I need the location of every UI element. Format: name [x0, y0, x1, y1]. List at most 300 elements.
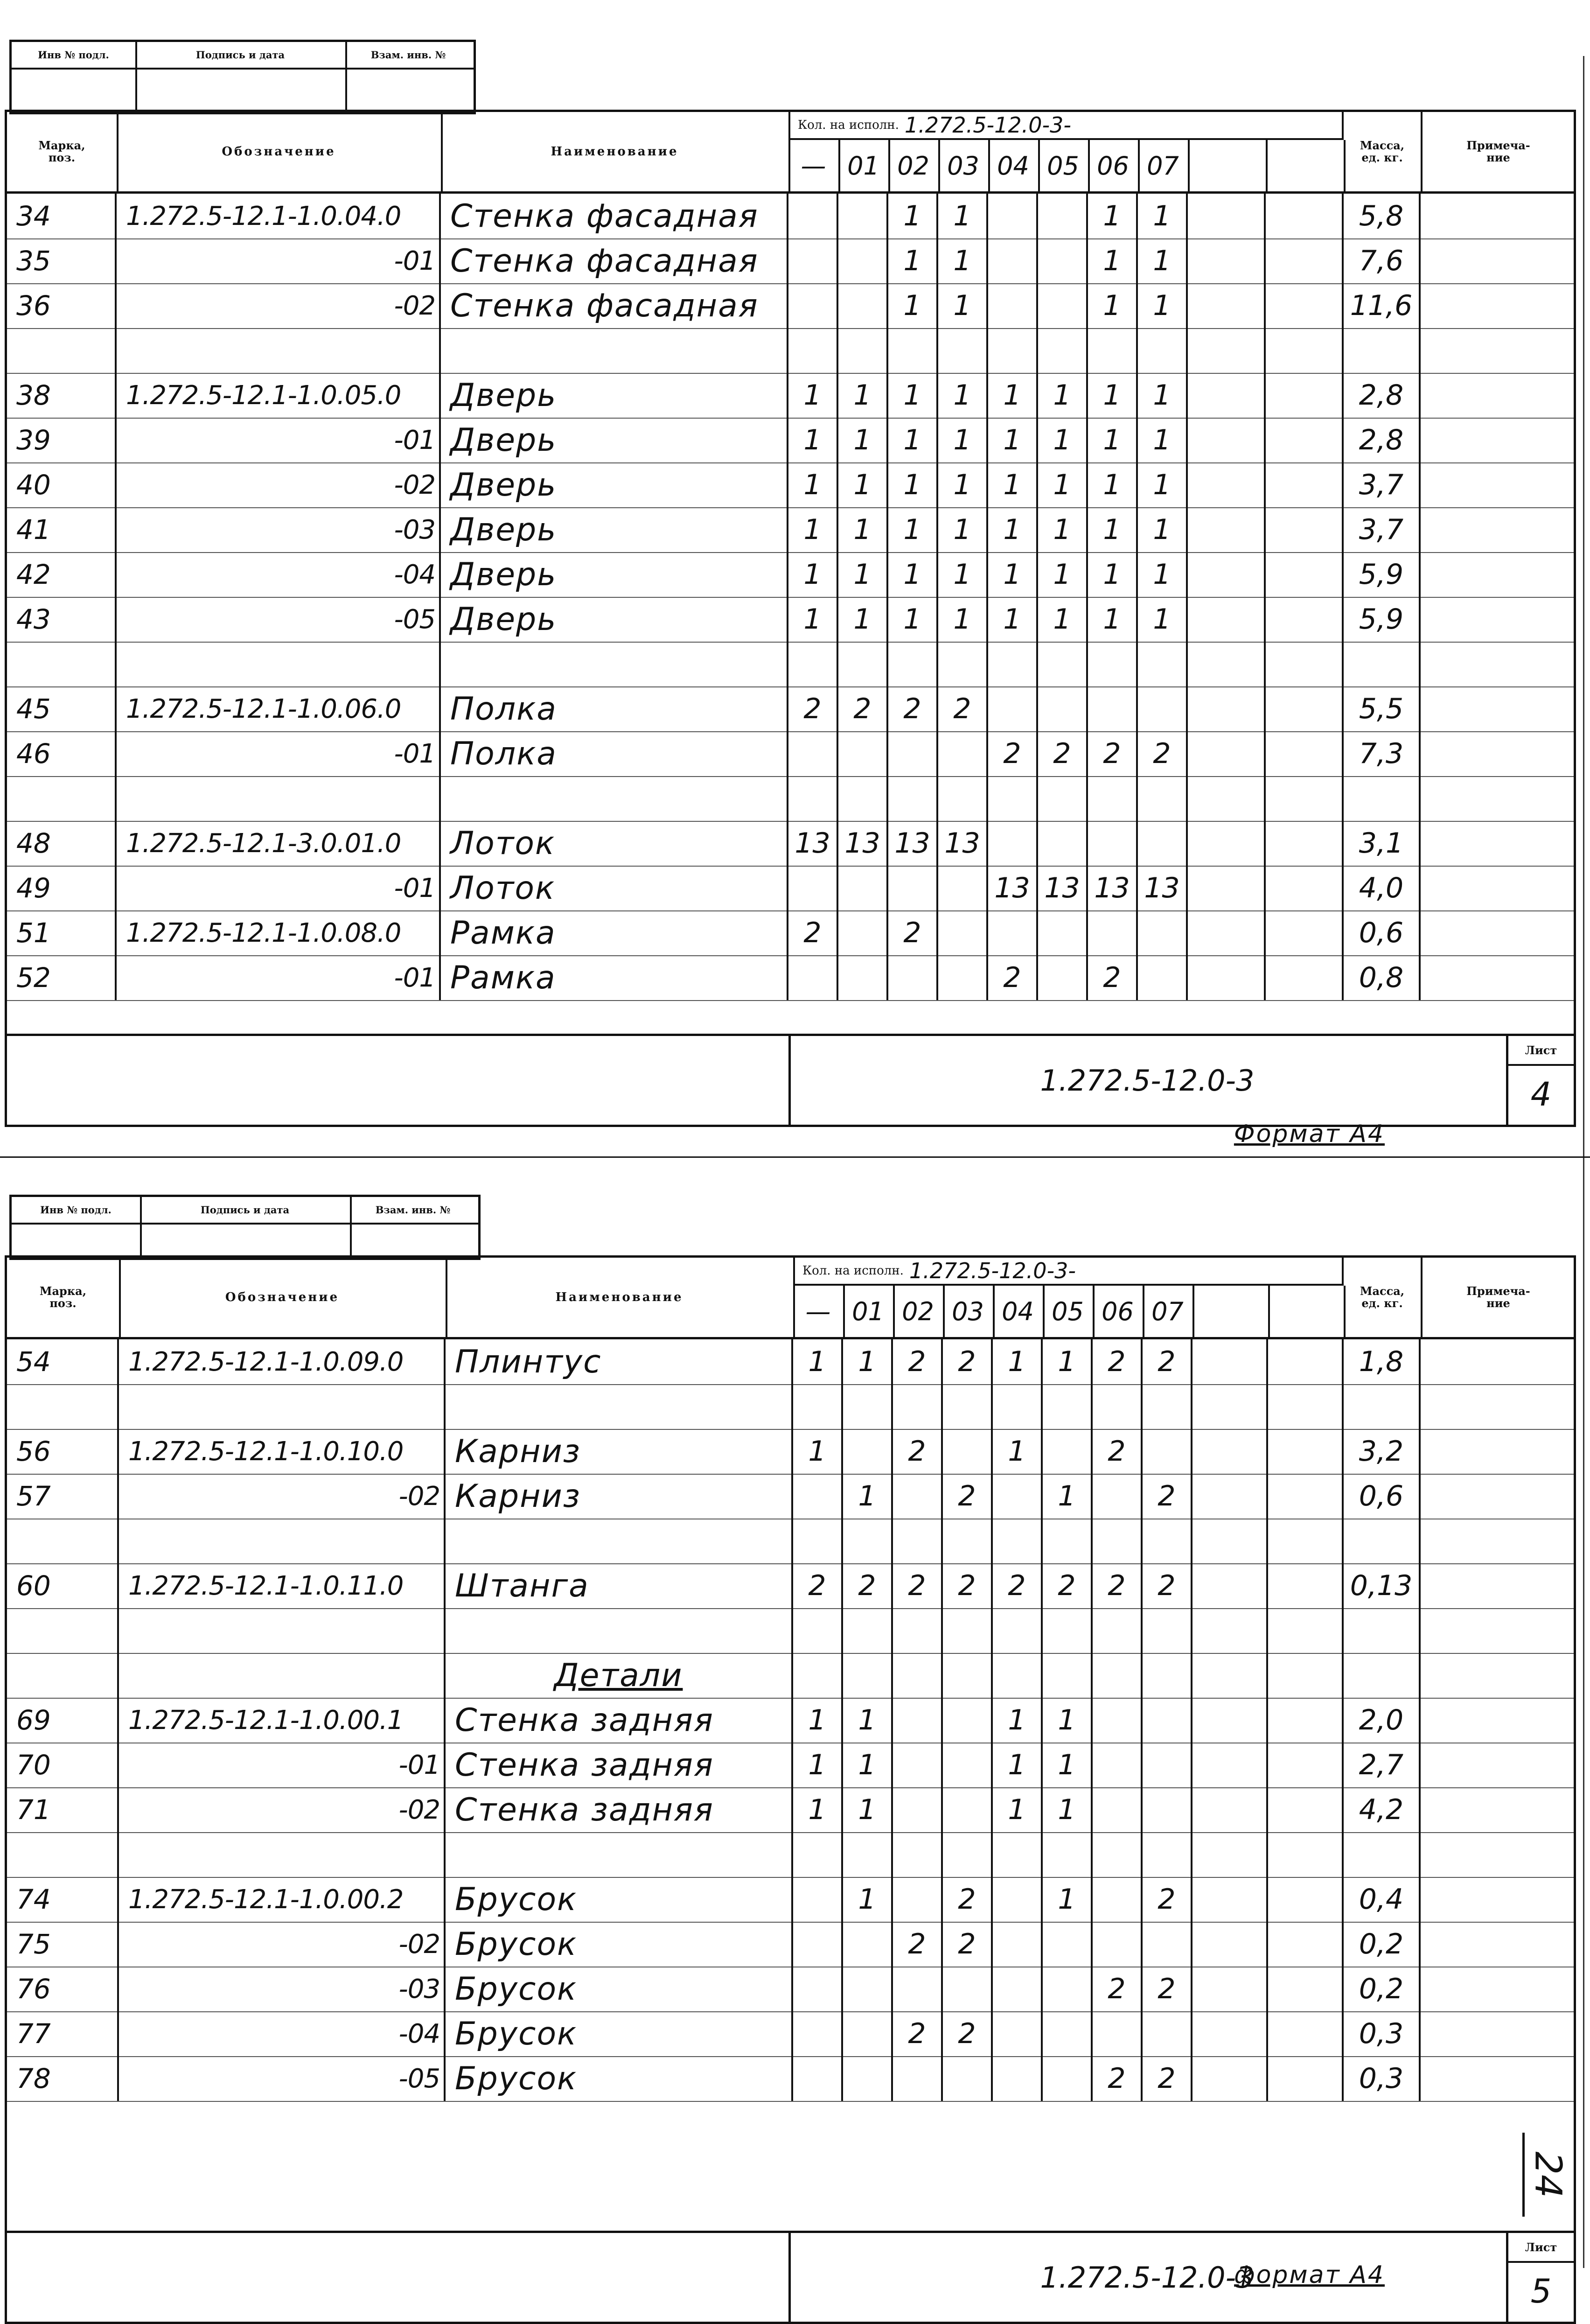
row-qty-06: 2	[1088, 955, 1138, 1000]
row-designation: -05	[119, 2056, 446, 2101]
row-note	[1421, 910, 1576, 955]
row-qty-empty	[1192, 1519, 1268, 1563]
row-qty-02	[888, 955, 938, 1000]
row-designation: -02	[117, 283, 441, 328]
format-label: Формат А4	[1234, 1120, 1385, 1148]
col-designation-header: Обозначение	[119, 1258, 447, 1337]
table-row	[7, 373, 1574, 419]
row-qty-05: 1	[1038, 373, 1088, 418]
table-row	[7, 1474, 1574, 1519]
row-qty-empty	[1188, 910, 1266, 955]
row-mass: 3,7	[1344, 507, 1421, 552]
row-qty-empty	[1268, 1339, 1344, 1384]
row-note	[1421, 552, 1576, 597]
row-note	[1421, 1429, 1576, 1474]
row-mass: 0,2	[1344, 1922, 1421, 1967]
row-note	[1421, 2056, 1576, 2101]
row-name: Карниз	[446, 1429, 793, 1474]
row-qty-05	[1043, 1384, 1093, 1429]
row-mass: 5,8	[1344, 194, 1421, 238]
row-position	[7, 1384, 119, 1429]
table-row	[7, 1922, 1574, 1967]
table-row	[7, 1743, 1574, 1788]
row-qty-03	[943, 1519, 993, 1563]
table-header	[7, 112, 1574, 194]
row-designation: -03	[119, 1967, 446, 2011]
row-qty-empty	[1188, 373, 1266, 418]
row-qty-06: 1	[1088, 507, 1138, 552]
row-qty-07: 1	[1138, 194, 1188, 238]
row-note	[1421, 283, 1576, 328]
version-header-6: 06	[1088, 140, 1140, 191]
row-position: 77	[7, 2011, 119, 2056]
row-name	[441, 642, 788, 686]
row-position	[7, 776, 117, 821]
row-note	[1421, 1877, 1576, 1922]
row-qty-07	[1143, 1429, 1192, 1474]
row-qty-—: 1	[793, 1698, 843, 1743]
version-header-3: 03	[943, 1286, 995, 1337]
row-qty-empty	[1188, 418, 1266, 462]
row-qty-03: 1	[938, 283, 988, 328]
row-mass: 5,9	[1344, 552, 1421, 597]
row-qty-07: 1	[1138, 283, 1188, 328]
row-qty-06: 2	[1088, 731, 1138, 776]
row-qty-04	[993, 2011, 1043, 2056]
row-qty-04	[993, 2056, 1043, 2101]
row-qty-05	[1038, 238, 1088, 283]
row-name	[446, 1608, 793, 1653]
row-note	[1421, 1787, 1576, 1832]
row-qty-empty	[1188, 776, 1266, 821]
table-row	[7, 1698, 1574, 1743]
row-qty-empty	[1266, 238, 1344, 283]
row-qty-empty	[1192, 1877, 1268, 1922]
row-qty-empty	[1188, 642, 1266, 686]
row-note	[1421, 821, 1576, 866]
row-qty-07: 1	[1138, 462, 1188, 507]
row-qty-empty	[1192, 1743, 1268, 1787]
row-name: Дверь	[441, 462, 788, 507]
row-qty-04	[993, 1474, 1043, 1519]
row-qty-06: 1	[1088, 462, 1138, 507]
row-name	[446, 1519, 793, 1563]
row-qty-03	[938, 328, 988, 373]
row-qty-empty	[1268, 1698, 1344, 1743]
row-qty-07: 2	[1143, 1967, 1192, 2011]
row-qty-06: 2	[1093, 2056, 1143, 2101]
row-qty-02: 2	[893, 1339, 943, 1384]
row-qty-02	[893, 1743, 943, 1787]
row-qty-01: 1	[838, 552, 888, 597]
row-qty-06: 1	[1088, 418, 1138, 462]
spec-table	[5, 110, 1576, 1127]
table-row	[7, 1832, 1574, 1878]
row-qty-03: 1	[938, 373, 988, 418]
row-qty-04: 13	[988, 866, 1038, 910]
row-qty-05	[1043, 1653, 1093, 1698]
row-qty-03: 2	[938, 686, 988, 731]
row-name: Карниз	[446, 1474, 793, 1519]
row-qty-03: 1	[938, 194, 988, 238]
row-designation: -02	[117, 462, 441, 507]
row-qty-06: 1	[1088, 194, 1138, 238]
row-qty-02	[893, 1384, 943, 1429]
row-qty-—	[793, 1967, 843, 2011]
row-qty-—: 1	[788, 462, 838, 507]
row-name: Рамка	[441, 955, 788, 1000]
row-qty-04: 1	[988, 597, 1038, 642]
row-mass	[1344, 1608, 1421, 1653]
row-qty-05	[1043, 2056, 1093, 2101]
row-note	[1421, 1743, 1576, 1787]
row-qty-07	[1143, 1608, 1192, 1653]
row-qty-01	[843, 1519, 893, 1563]
col-name-header: Наименование	[441, 112, 790, 191]
row-qty-06	[1093, 1519, 1143, 1563]
table-row	[7, 194, 1574, 239]
row-position: 41	[7, 507, 117, 552]
table-row	[7, 1787, 1574, 1833]
row-qty-empty	[1192, 1967, 1268, 2011]
version-header-2: 02	[888, 140, 940, 191]
row-qty-05: 1	[1038, 418, 1088, 462]
row-qty-empty	[1268, 1787, 1344, 1832]
row-qty-01	[843, 1967, 893, 2011]
stamp-inv-no: Инв № подл.	[12, 42, 137, 68]
row-qty-empty	[1188, 328, 1266, 373]
row-qty-02: 2	[893, 2011, 943, 2056]
row-mass: 1,8	[1344, 1339, 1421, 1384]
row-qty-01	[843, 2011, 893, 2056]
row-qty-07: 2	[1143, 2056, 1192, 2101]
row-qty-02: 1	[888, 373, 938, 418]
row-position: 46	[7, 731, 117, 776]
row-qty-02	[893, 1832, 943, 1877]
row-qty-—	[788, 776, 838, 821]
row-designation: 1.272.5-12.1-1.0.08.0	[117, 910, 441, 955]
row-mass	[1344, 1832, 1421, 1877]
row-designation: -01	[117, 955, 441, 1000]
row-qty-empty	[1192, 1608, 1268, 1653]
row-qty-02: 2	[893, 1563, 943, 1608]
row-qty-05: 1	[1038, 462, 1088, 507]
row-qty-05	[1043, 1519, 1093, 1563]
row-qty-07	[1138, 955, 1188, 1000]
row-qty-empty	[1192, 1429, 1268, 1474]
row-qty-07	[1143, 1698, 1192, 1743]
row-position: 54	[7, 1339, 119, 1384]
row-note	[1421, 642, 1576, 686]
row-qty-01	[843, 1384, 893, 1429]
row-qty-04: 1	[993, 1429, 1043, 1474]
row-qty-06	[1093, 1922, 1143, 1967]
kol-title	[788, 112, 1344, 140]
row-qty-02: 2	[888, 910, 938, 955]
row-qty-03	[943, 2056, 993, 2101]
row-mass: 0,6	[1344, 910, 1421, 955]
row-qty-02: 1	[888, 507, 938, 552]
row-mass	[1344, 1653, 1421, 1698]
row-position: 49	[7, 866, 117, 910]
row-qty-—: 1	[788, 597, 838, 642]
row-qty-07	[1138, 328, 1188, 373]
row-qty-04	[993, 1922, 1043, 1967]
row-qty-05: 13	[1038, 866, 1088, 910]
row-qty-—: 13	[788, 821, 838, 866]
row-qty-03	[943, 1698, 993, 1743]
row-qty-03	[943, 1608, 993, 1653]
row-qty-02: 2	[893, 1922, 943, 1967]
row-position: 57	[7, 1474, 119, 1519]
row-position	[7, 1832, 119, 1877]
version-header-4: 04	[988, 140, 1040, 191]
row-name: Дверь	[441, 507, 788, 552]
row-qty-04: 2	[993, 1563, 1043, 1608]
row-qty-01: 1	[843, 1743, 893, 1787]
row-qty-03: 2	[943, 2011, 993, 2056]
row-name: Брусок	[446, 2056, 793, 2101]
row-mass	[1344, 328, 1421, 373]
row-qty-—: 1	[788, 552, 838, 597]
row-name: Стенка задняя	[446, 1743, 793, 1787]
document-code: 1.272.5-12.0-3	[1040, 2260, 1255, 2295]
row-qty-04	[988, 194, 1038, 238]
table-row	[7, 955, 1574, 1001]
row-designation: 1.272.5-12.1-1.0.00.1	[119, 1698, 446, 1743]
row-designation: -01	[117, 238, 441, 283]
row-designation: -02	[119, 1922, 446, 1967]
row-designation: -04	[117, 552, 441, 597]
table-row	[7, 910, 1574, 956]
row-qty-07: 1	[1138, 552, 1188, 597]
row-qty-empty	[1188, 866, 1266, 910]
row-qty-01: 1	[843, 1877, 893, 1922]
row-note	[1421, 776, 1576, 821]
row-note	[1421, 1967, 1576, 2011]
row-qty-empty	[1266, 597, 1344, 642]
row-qty-05	[1043, 2011, 1093, 2056]
row-qty-empty	[1266, 462, 1344, 507]
table-row	[7, 283, 1574, 329]
row-qty-01	[838, 866, 888, 910]
row-qty-05: 1	[1043, 1787, 1093, 1832]
row-qty-06	[1088, 821, 1138, 866]
row-qty-01	[843, 1608, 893, 1653]
row-note	[1421, 731, 1576, 776]
row-qty-04	[993, 1608, 1043, 1653]
row-qty-02	[893, 1608, 943, 1653]
row-qty-05: 1	[1038, 507, 1088, 552]
row-qty-empty	[1268, 2056, 1344, 2101]
row-qty-04: 2	[988, 731, 1038, 776]
row-name: Полка	[441, 731, 788, 776]
row-note	[1421, 1563, 1576, 1608]
row-qty-empty	[1268, 1474, 1344, 1519]
row-qty-06	[1093, 1743, 1143, 1787]
table-row	[7, 866, 1574, 911]
row-qty-07	[1138, 686, 1188, 731]
row-qty-02	[893, 1519, 943, 1563]
row-qty-06: 2	[1093, 1563, 1143, 1608]
row-qty-06	[1093, 1384, 1143, 1429]
row-qty-01: 13	[838, 821, 888, 866]
row-name: Штанга	[446, 1563, 793, 1608]
row-qty-empty	[1268, 1743, 1344, 1787]
row-qty-07: 2	[1143, 1877, 1192, 1922]
row-qty-03	[938, 866, 988, 910]
row-qty-empty	[1268, 1384, 1344, 1429]
row-qty-06: 1	[1088, 552, 1138, 597]
version-header-0: —	[793, 1286, 845, 1337]
title-block-left	[7, 1036, 791, 1125]
row-qty-06: 1	[1088, 597, 1138, 642]
version-header-1: 01	[843, 1286, 895, 1337]
row-qty-empty	[1266, 283, 1344, 328]
table-row	[7, 642, 1574, 687]
row-qty-empty	[1188, 238, 1266, 283]
row-position: 51	[7, 910, 117, 955]
row-qty-02	[888, 642, 938, 686]
row-qty-01	[843, 1832, 893, 1877]
row-qty-06	[1088, 328, 1138, 373]
row-qty-06	[1088, 910, 1138, 955]
row-qty-—: 1	[788, 373, 838, 418]
row-qty-04	[988, 238, 1038, 283]
row-qty-05	[1038, 283, 1088, 328]
row-designation: 1.272.5-12.1-1.0.06.0	[117, 686, 441, 731]
row-designation	[117, 642, 441, 686]
row-qty-05	[1038, 686, 1088, 731]
row-designation: 1.272.5-12.1-1.0.11.0	[119, 1563, 446, 1608]
row-qty-empty	[1188, 686, 1266, 731]
table-row	[7, 1877, 1574, 1923]
row-qty-05: 1	[1043, 1743, 1093, 1787]
row-qty-04	[993, 1967, 1043, 2011]
row-designation: 1.272.5-12.1-1.0.09.0	[119, 1339, 446, 1384]
row-mass	[1344, 1519, 1421, 1563]
row-designation: 1.272.5-12.1-1.0.05.0	[117, 373, 441, 418]
row-note	[1421, 1698, 1576, 1743]
row-qty-05	[1043, 1967, 1093, 2011]
row-qty-04	[993, 1653, 1043, 1698]
row-qty-03	[943, 1429, 993, 1474]
row-position: 56	[7, 1429, 119, 1474]
row-qty-03: 1	[938, 418, 988, 462]
row-qty-02: 1	[888, 597, 938, 642]
row-qty-empty	[1266, 910, 1344, 955]
row-qty-04: 1	[988, 373, 1038, 418]
row-note	[1421, 462, 1576, 507]
row-qty-empty	[1192, 1474, 1268, 1519]
row-qty-empty	[1192, 1563, 1268, 1608]
col-name-header: Наименование	[446, 1258, 795, 1337]
row-qty-—	[793, 1922, 843, 1967]
table-row	[7, 2056, 1574, 2102]
row-qty-—	[788, 283, 838, 328]
row-qty-empty	[1268, 1922, 1344, 1967]
table-row	[7, 597, 1574, 643]
row-qty-02: 2	[893, 1429, 943, 1474]
row-mass: 3,2	[1344, 1429, 1421, 1474]
row-qty-empty	[1188, 597, 1266, 642]
row-qty-empty	[1192, 2056, 1268, 2101]
row-mass: 4,0	[1344, 866, 1421, 910]
version-header-6: 06	[1093, 1286, 1144, 1337]
row-designation: 1.272.5-12.1-3.0.01.0	[117, 821, 441, 866]
row-position: 76	[7, 1967, 119, 2011]
side-page-code	[1522, 2133, 1571, 2217]
row-name: Лоток	[441, 821, 788, 866]
row-qty-01	[838, 642, 888, 686]
row-qty-04: 1	[993, 1339, 1043, 1384]
row-qty-06	[1093, 1608, 1143, 1653]
title-block	[7, 1034, 1574, 1125]
table-row	[7, 552, 1574, 598]
row-qty-07	[1143, 1832, 1192, 1877]
row-qty-05: 1	[1043, 1474, 1093, 1519]
row-qty-03	[938, 642, 988, 686]
row-qty-04	[988, 776, 1038, 821]
col-note-header: Примеча- ние	[1466, 139, 1530, 164]
row-mass: 0,6	[1344, 1474, 1421, 1519]
row-note	[1421, 1384, 1576, 1429]
row-qty-04: 1	[988, 507, 1038, 552]
row-qty-01: 1	[838, 597, 888, 642]
row-qty-empty	[1268, 1429, 1344, 1474]
stamp-inv-no-value	[12, 68, 137, 112]
row-name: Стенка фасадная	[441, 283, 788, 328]
row-name: Дверь	[441, 373, 788, 418]
col-marka-header: Марка, поз.	[7, 112, 119, 191]
row-qty-03: 2	[943, 1922, 993, 1967]
row-mass	[1344, 1384, 1421, 1429]
col-mass-header: Масса, ед. кг.	[1344, 112, 1423, 191]
version-header-0: —	[788, 140, 840, 191]
row-qty-empty	[1266, 955, 1344, 1000]
row-qty-03	[943, 1787, 993, 1832]
row-position: 39	[7, 418, 117, 462]
row-qty-07	[1138, 821, 1188, 866]
row-qty-—: 2	[788, 686, 838, 731]
row-qty-04	[988, 821, 1038, 866]
row-name: Стенка фасадная	[441, 194, 788, 238]
version-header-empty	[1266, 140, 1346, 191]
table-row	[7, 2011, 1574, 2057]
row-mass: 2,8	[1344, 373, 1421, 418]
row-name: Брусок	[446, 2011, 793, 2056]
row-qty-05: 1	[1038, 552, 1088, 597]
row-position	[7, 1608, 119, 1653]
sheet-number-box	[1506, 1036, 1574, 1125]
row-position: 42	[7, 552, 117, 597]
row-qty-03: 1	[938, 552, 988, 597]
document-code: 1.272.5-12.0-3	[1040, 1063, 1255, 1098]
row-qty-03	[943, 1832, 993, 1877]
row-qty-06: 1	[1088, 283, 1138, 328]
row-qty-01	[838, 283, 888, 328]
row-qty-02: 1	[888, 462, 938, 507]
kol-code: 1.272.5-12.0-3-	[904, 112, 1071, 138]
row-qty-05: 1	[1043, 1698, 1093, 1743]
version-header-empty	[1192, 1286, 1270, 1337]
row-position: 69	[7, 1698, 119, 1743]
row-qty-empty	[1266, 776, 1344, 821]
row-qty-03: 1	[938, 507, 988, 552]
row-position: 40	[7, 462, 117, 507]
row-qty-07	[1138, 910, 1188, 955]
row-note	[1421, 597, 1576, 642]
